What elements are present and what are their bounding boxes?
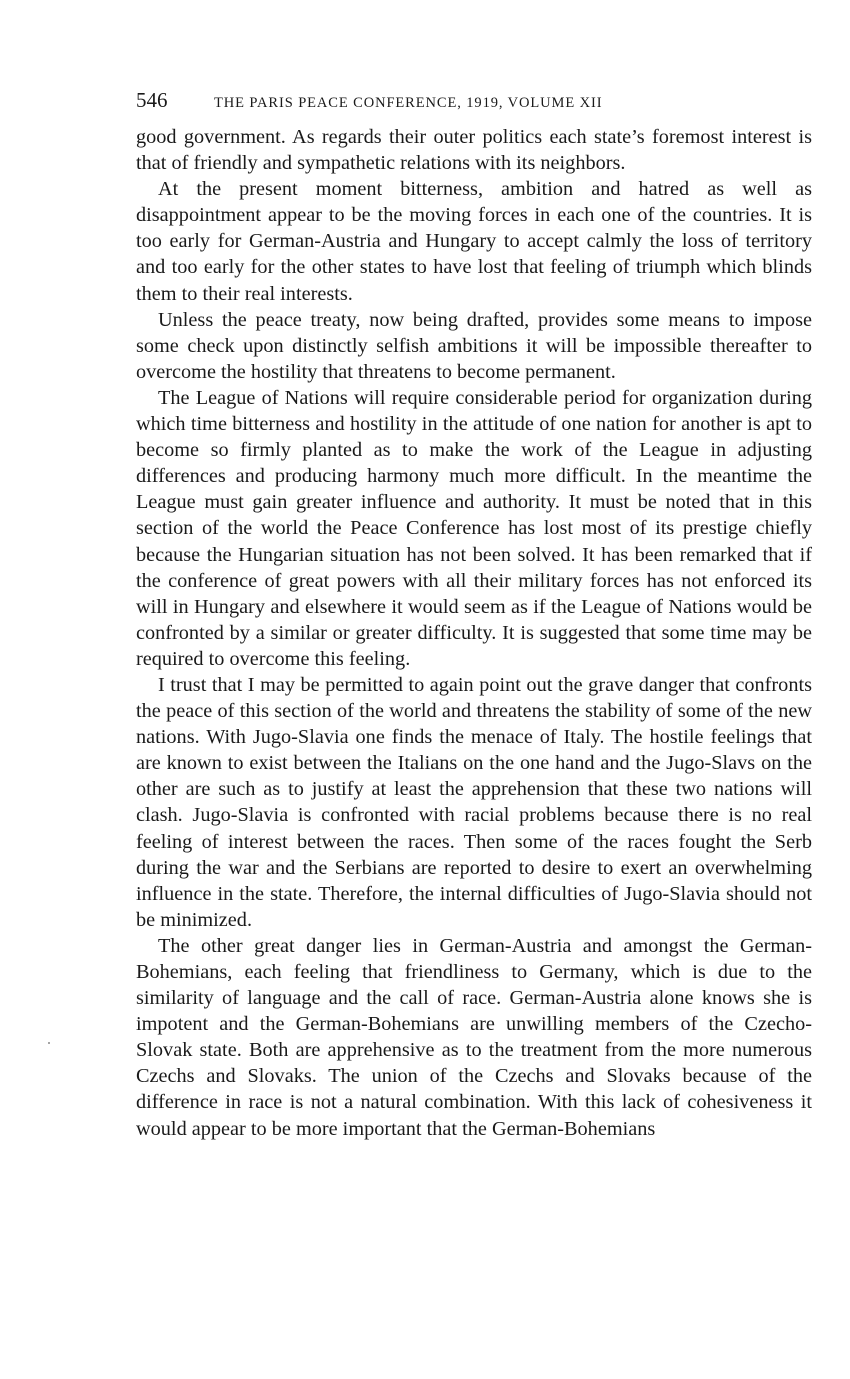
paragraph-bitterness: At the present moment bitterness, ambition and hatred as well as disappointment appear to be the moving forces in each one of the countries. It is too early for German-Austria and Hungary to accept calmly the loss of territory and too early for the other states to have lost that feeling of triumph which blinds them to their real interests. xyxy=(136,178,812,305)
document-page xyxy=(136,88,812,1142)
running-title: THE PARIS PEACE CONFERENCE, 1919, VOLUME XII xyxy=(214,95,603,111)
paragraph-german-austria: The other great danger lies in German-Austria and amongst the German-Bohemians, each feeling that friendliness to Germany, which is due to the similarity of language and the call of race. German-Austria alone knows she is impotent and the German-Bohemians are unwilling members of the Czecho-Slovak state. Both are apprehensive as to the treatment from the more numerous Czechs and Slovaks. The union of the Czechs and Slovaks because of the difference in race is not a natural combination. With this lack of cohesiveness it would appear to be more important that the German-Bohemians xyxy=(136,934,812,1140)
running-head xyxy=(136,88,812,118)
body-text xyxy=(136,124,812,1142)
paragraph-league-of-nations: The League of Nations will require considerable period for organization during which time bitterness and hostility in the attitude of one nation for another is apt to become so firmly planted as to make the work of the League in adjusting differences and producing harmony much more difficult. In the meantime the League must gain greater influence and authority. It must be noted that in this section of the world the Peace Conference has lost most of its prestige chiefly because the Hungarian situation has not been solved. It has been remarked that if the conference of great powers with all their military forces has not enforced its will in Hungary and elsewhere it would seem as if the League of Nations would be confronted by a similar or greater difficulty. It is suggested that some time may be required to overcome this feeling. xyxy=(136,386,812,670)
paragraph-peace-treaty: Unless the peace treaty, now being drafted, provides some means to impose some check upon distinctly selfish ambitions it will be impossible thereafter to overcome the hostility that threatens to become permanent. xyxy=(136,308,812,383)
page-number: 546 xyxy=(136,88,168,112)
scan-speck xyxy=(48,1042,50,1044)
paragraph-continued: good government. As regards their outer politics each state’s foremost interest is that of friendly and sympathetic relations with its neighbors. xyxy=(136,126,812,175)
paragraph-jugo-slavia: I trust that I may be permitted to again point out the grave danger that confronts the peace of this section of the world and threatens the stability of some of the new nations. With Jugo-Slavia one finds the menace of Italy. The hostile feelings that are known to exist between the Italians on the one hand and the Jugo-Slavs on the other are such as to justify at least the apprehension that these two nations will clash. Jugo-Slavia is confronted with racial problems because there is no real feeling of interest between the races. Then some of the races fought the Serb during the war and the Serbians are reported to desire to exert an overwhelming influence in the state. Therefore, the internal difficulties of Jugo-Slavia should not be minimized. xyxy=(136,673,812,931)
